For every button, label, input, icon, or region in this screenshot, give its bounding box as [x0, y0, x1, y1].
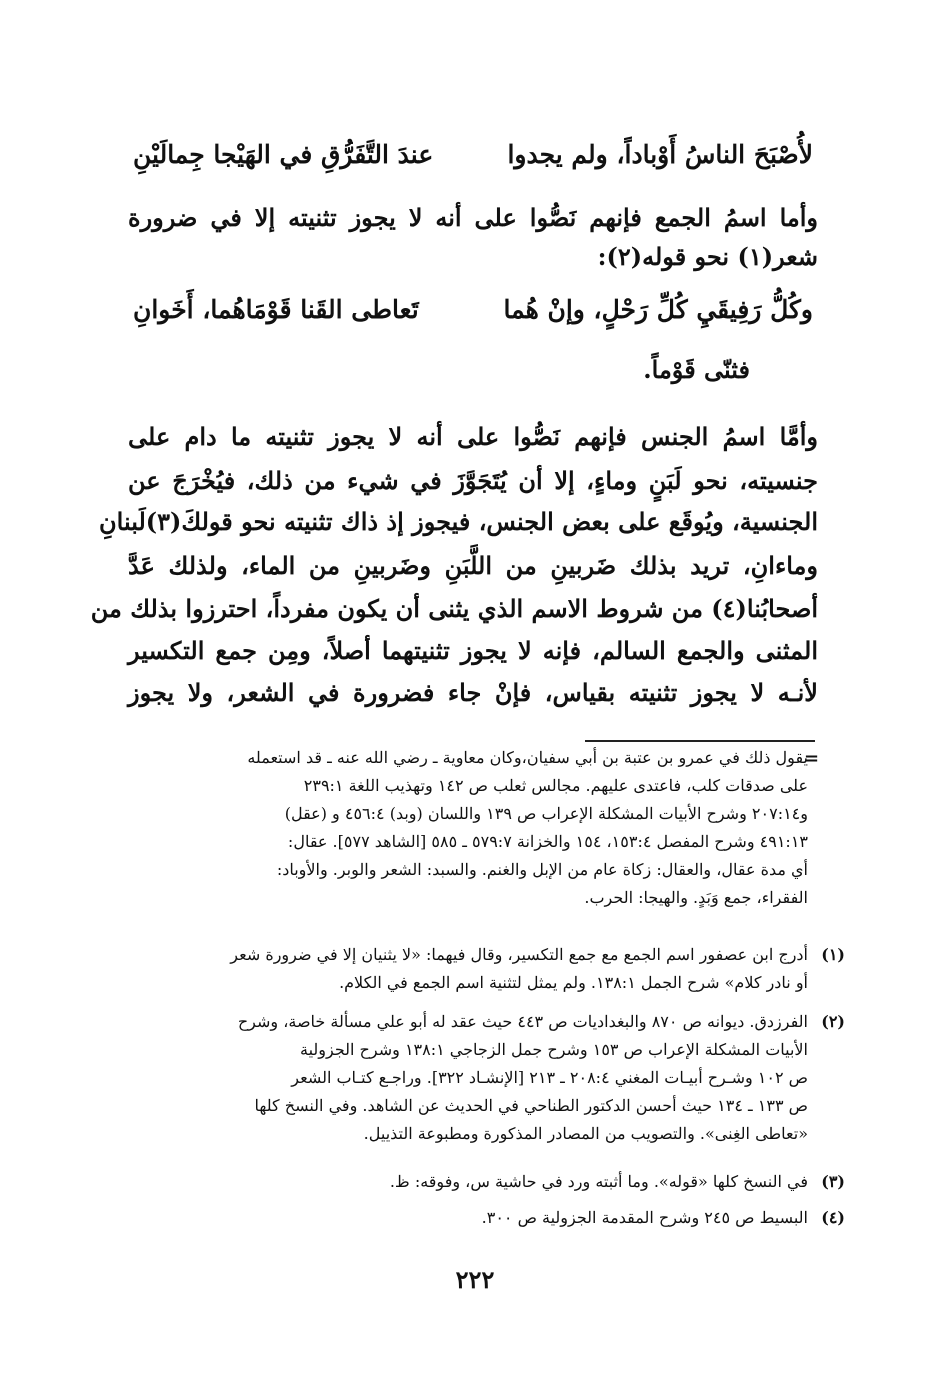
para-2-line-7: لأنـه لا يجوز تثنيته بقياس، فإنْ جاء فضرورة في الشعر، ولا يجوز — [128, 678, 818, 707]
para-2-line-6: المثنى والجمع السالم، فإنه لا يجوز تثنيتهما أصلاً، ومِن جمع التكسير — [128, 636, 818, 665]
footnote-2-line: ص ١٣٣ ـ ١٣٤ حيث أحسن الدكتور الطناحي في الحديث عن الشاهد. وفي النسخ كلها — [254, 1096, 808, 1115]
para-2-line-4: وماءانِ، تريد بذلك ضَربينِ من اللَّبَنِ وضَربينِ من الماء، ولذلك عَدَّ — [128, 551, 818, 580]
footnote-divider — [585, 740, 815, 742]
para-2-line-1: وأمَّا اسمُ الجنس فإنهم نَصُّوا على أنه لا يجوز تثنيته ما دام على — [128, 422, 818, 451]
footnote-2-line: «تعاطى الغِنى». والتصويب من المصادر المذكورة ومطبوعة التذييل. — [363, 1124, 808, 1143]
para-2-line-5: أصحابُنا(٤) من شروط الاسم الذي يثنى أن يكون مفرداً، احترزوا بذلك من — [90, 594, 818, 623]
para-1-line-1: وأما اسمُ الجمع فإنهم نَصُّوا على أنه لا يجوز تثنيته إلا في ضرورة — [128, 203, 818, 232]
footnote-continued-line: الفقراء، جمع وَبَدٍ. والهيجا: الحرب. — [584, 888, 808, 907]
footnote-1-line: أدرج ابن عصفور اسم الجمع مع جمع التكسير، وقال فيهما: «لا يثنيان إلا في ضرورة شعر — [230, 945, 808, 964]
verse-1-hemistich-2: عندَ التَّفَرُّقِ في الهَيْجا جِمالَيْنِ — [133, 140, 434, 169]
para-2-line-3: الجنسية، ويُوقَع على بعض الجنس، فيجوز إذ ذاك تثنيته نحو قولكَ(٣)لَبنانِ — [99, 507, 818, 536]
footnote-number: (١) — [821, 945, 845, 964]
footnote-2-line: الأبيات المشكلة الإعراب ص ١٥٣ وشرح جمل الزجاجي ١٣٨:١ وشرح الجزولية — [299, 1040, 808, 1059]
footnote-1-line: أو نادر كلام» شرح الجمل ١٣٨:١. ولم يمثل لتثنية اسم الجمع في الكلام. — [339, 973, 808, 992]
footnote-2-line: الفرزدق. ديوانه ص ٨٧٠ والبغداديات ص ٤٤٣ حيث عقد له أبو علي مسألة خاصة، وشرح — [237, 1012, 808, 1031]
verse-2-hemistich-1: وكُلُّ رَفِيقَيِ كُلِّ رَحْلٍ، وإنْ هُما — [503, 295, 813, 324]
footnote-number: (٤) — [821, 1208, 845, 1227]
footnote-continuation-mark: = — [804, 748, 820, 769]
footnote-4-line: البسيط ص ٢٤٥ وشرح المقدمة الجزولية ص ٣٠٠. — [481, 1208, 808, 1227]
verse-2-comment: فثنّى قَوْماً. — [643, 355, 750, 384]
page-number: ٢٢٢ — [455, 1265, 495, 1294]
verse-1-hemistich-1: لأُصْبَحَ الناسُ أَوْباداً، ولم يجدوا — [507, 140, 813, 169]
verse-2-hemistich-2: تَعاطى القَنا قَوْمَاهُما، أَخَوانِ — [133, 295, 419, 324]
footnote-continued-line: يقول ذلك في عمرو بن عتبة بن أبي سفيان،وكان معاوية ـ رضي الله عنه ـ قد استعمله — [247, 748, 808, 767]
footnote-3-line: في النسخ كلها «قوله». وما أثبته ورد في حاشية س، وفوقه: ظ. — [389, 1172, 808, 1191]
footnote-continued-line: على صدقات كلب، فاعتدى عليهم. مجالس ثعلب ص ١٤٢ وتهذيب اللغة ٢٣٩:١ — [303, 776, 808, 795]
footnote-number: (٢) — [821, 1012, 845, 1031]
footnote-continued-line: أي مدة عقال، والعقال: زكاة عام من الإبل والغنم. والسبد: الشعر والوبر. والأوباد: — [276, 860, 808, 879]
footnote-2-line: ص ١٠٢ وشـرح أبيـات المغني ٢٠٨:٤ ـ ٢١٣ [الإنشـاد ٣٢٢]. وراجـع كتـاب الشعر — [291, 1068, 808, 1087]
para-2-line-2: جنسيته، نحو لَبَنٍ وماءٍ، إلا أن يُتَجَوَّزَ في شيء من ذلك، فيُخْرَجَ عن — [128, 466, 818, 495]
footnote-continued-line: و٢٠٧:١٤ وشرح الأبيات المشكلة الإعراب ص ١٣٩ واللسان (وبد) ٤٥٦:٤ و (عقل) — [284, 804, 808, 823]
para-1-line-2: شعر(١) نحو قوله(٢): — [597, 242, 818, 271]
footnote-number: (٣) — [821, 1172, 845, 1191]
footnote-continued-line: ٤٩١:١٣ وشرح المفصل ١٥٣:٤، ١٥٤ والخزانة ٥٧٩:٧ ـ ٥٨٥ [الشاهد ٥٧٧]. عقال: — [287, 832, 808, 851]
